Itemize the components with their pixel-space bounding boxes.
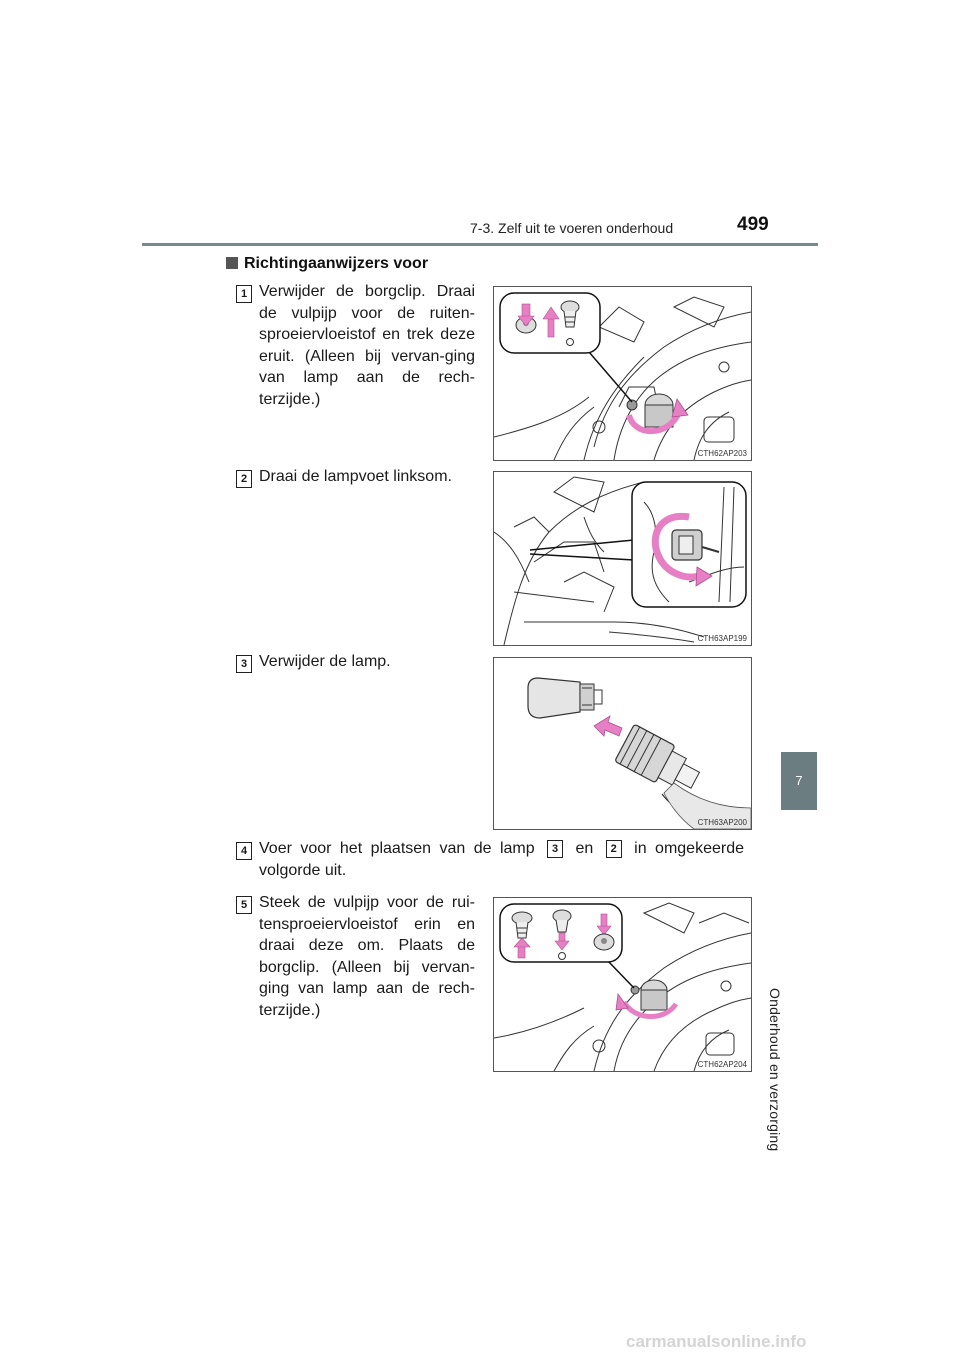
step-number-3: 3 bbox=[236, 655, 252, 673]
heading-square-icon bbox=[226, 257, 238, 269]
figure-step-1 bbox=[493, 286, 752, 461]
step-text-4 bbox=[259, 838, 744, 881]
figure-step-5 bbox=[493, 897, 752, 1072]
step-ref-3: 3 bbox=[547, 840, 563, 858]
step-text-5: Steek de vulpijp voor de rui-tensproeiervloeistof erin en draai deze om. Plaats de borgclip. (Alleen bij vervan-ging van lamp aan de rech-terzijde.) bbox=[259, 894, 475, 1019]
page-number: 499 bbox=[737, 214, 769, 235]
step-text-1: Verwijder de borgclip. Draai de vulpijp voor de ruiten-sproeiervloeistof en trek deze eruit. (Alleen bij vervan-ging van lamp aan de rech-terzijde.) bbox=[259, 283, 475, 408]
figure-code-5: CTH62AP204 bbox=[697, 1060, 747, 1069]
figure-code-1: CTH62AP203 bbox=[697, 449, 747, 458]
figure-step-3 bbox=[493, 657, 752, 830]
lamp-socket-illustration bbox=[494, 472, 751, 645]
step-text-2: Draai de lampvoet linksom. bbox=[259, 468, 452, 485]
step-number-1: 1 bbox=[236, 285, 252, 303]
bulb-removal-illustration bbox=[494, 658, 751, 829]
step-number-5: 5 bbox=[236, 896, 252, 914]
step-text-3: Verwijder de lamp. bbox=[259, 653, 391, 670]
figure-code-2: CTH63AP199 bbox=[697, 634, 747, 643]
step-number-2: 2 bbox=[236, 470, 252, 488]
header-rule bbox=[142, 243, 818, 246]
chapter-side-label: Onderhoud en verzorging bbox=[767, 988, 783, 1152]
step-4-text-after: in omgekeerde volgorde uit. bbox=[259, 840, 744, 879]
step-ref-2: 2 bbox=[606, 840, 622, 858]
section-heading bbox=[226, 255, 428, 273]
washer-filler-install-illustration bbox=[494, 898, 751, 1071]
header-title: 7-3. Zelf uit te voeren onderhoud bbox=[470, 220, 674, 236]
figure-step-2 bbox=[493, 471, 752, 646]
step-number-4: 4 bbox=[236, 842, 252, 860]
chapter-tab: 7 bbox=[781, 752, 817, 810]
watermark: carmanualsonline.info bbox=[626, 1332, 807, 1351]
step-4-text-before: Voer voor het plaatsen van de lamp bbox=[259, 840, 535, 857]
figure-code-3: CTH63AP200 bbox=[697, 818, 747, 827]
step-4-text-mid: en bbox=[575, 840, 594, 857]
washer-filler-illustration bbox=[494, 287, 751, 460]
section-heading-text: Richtingaanwijzers voor bbox=[244, 255, 429, 272]
pull-arrow-icon bbox=[594, 716, 622, 736]
